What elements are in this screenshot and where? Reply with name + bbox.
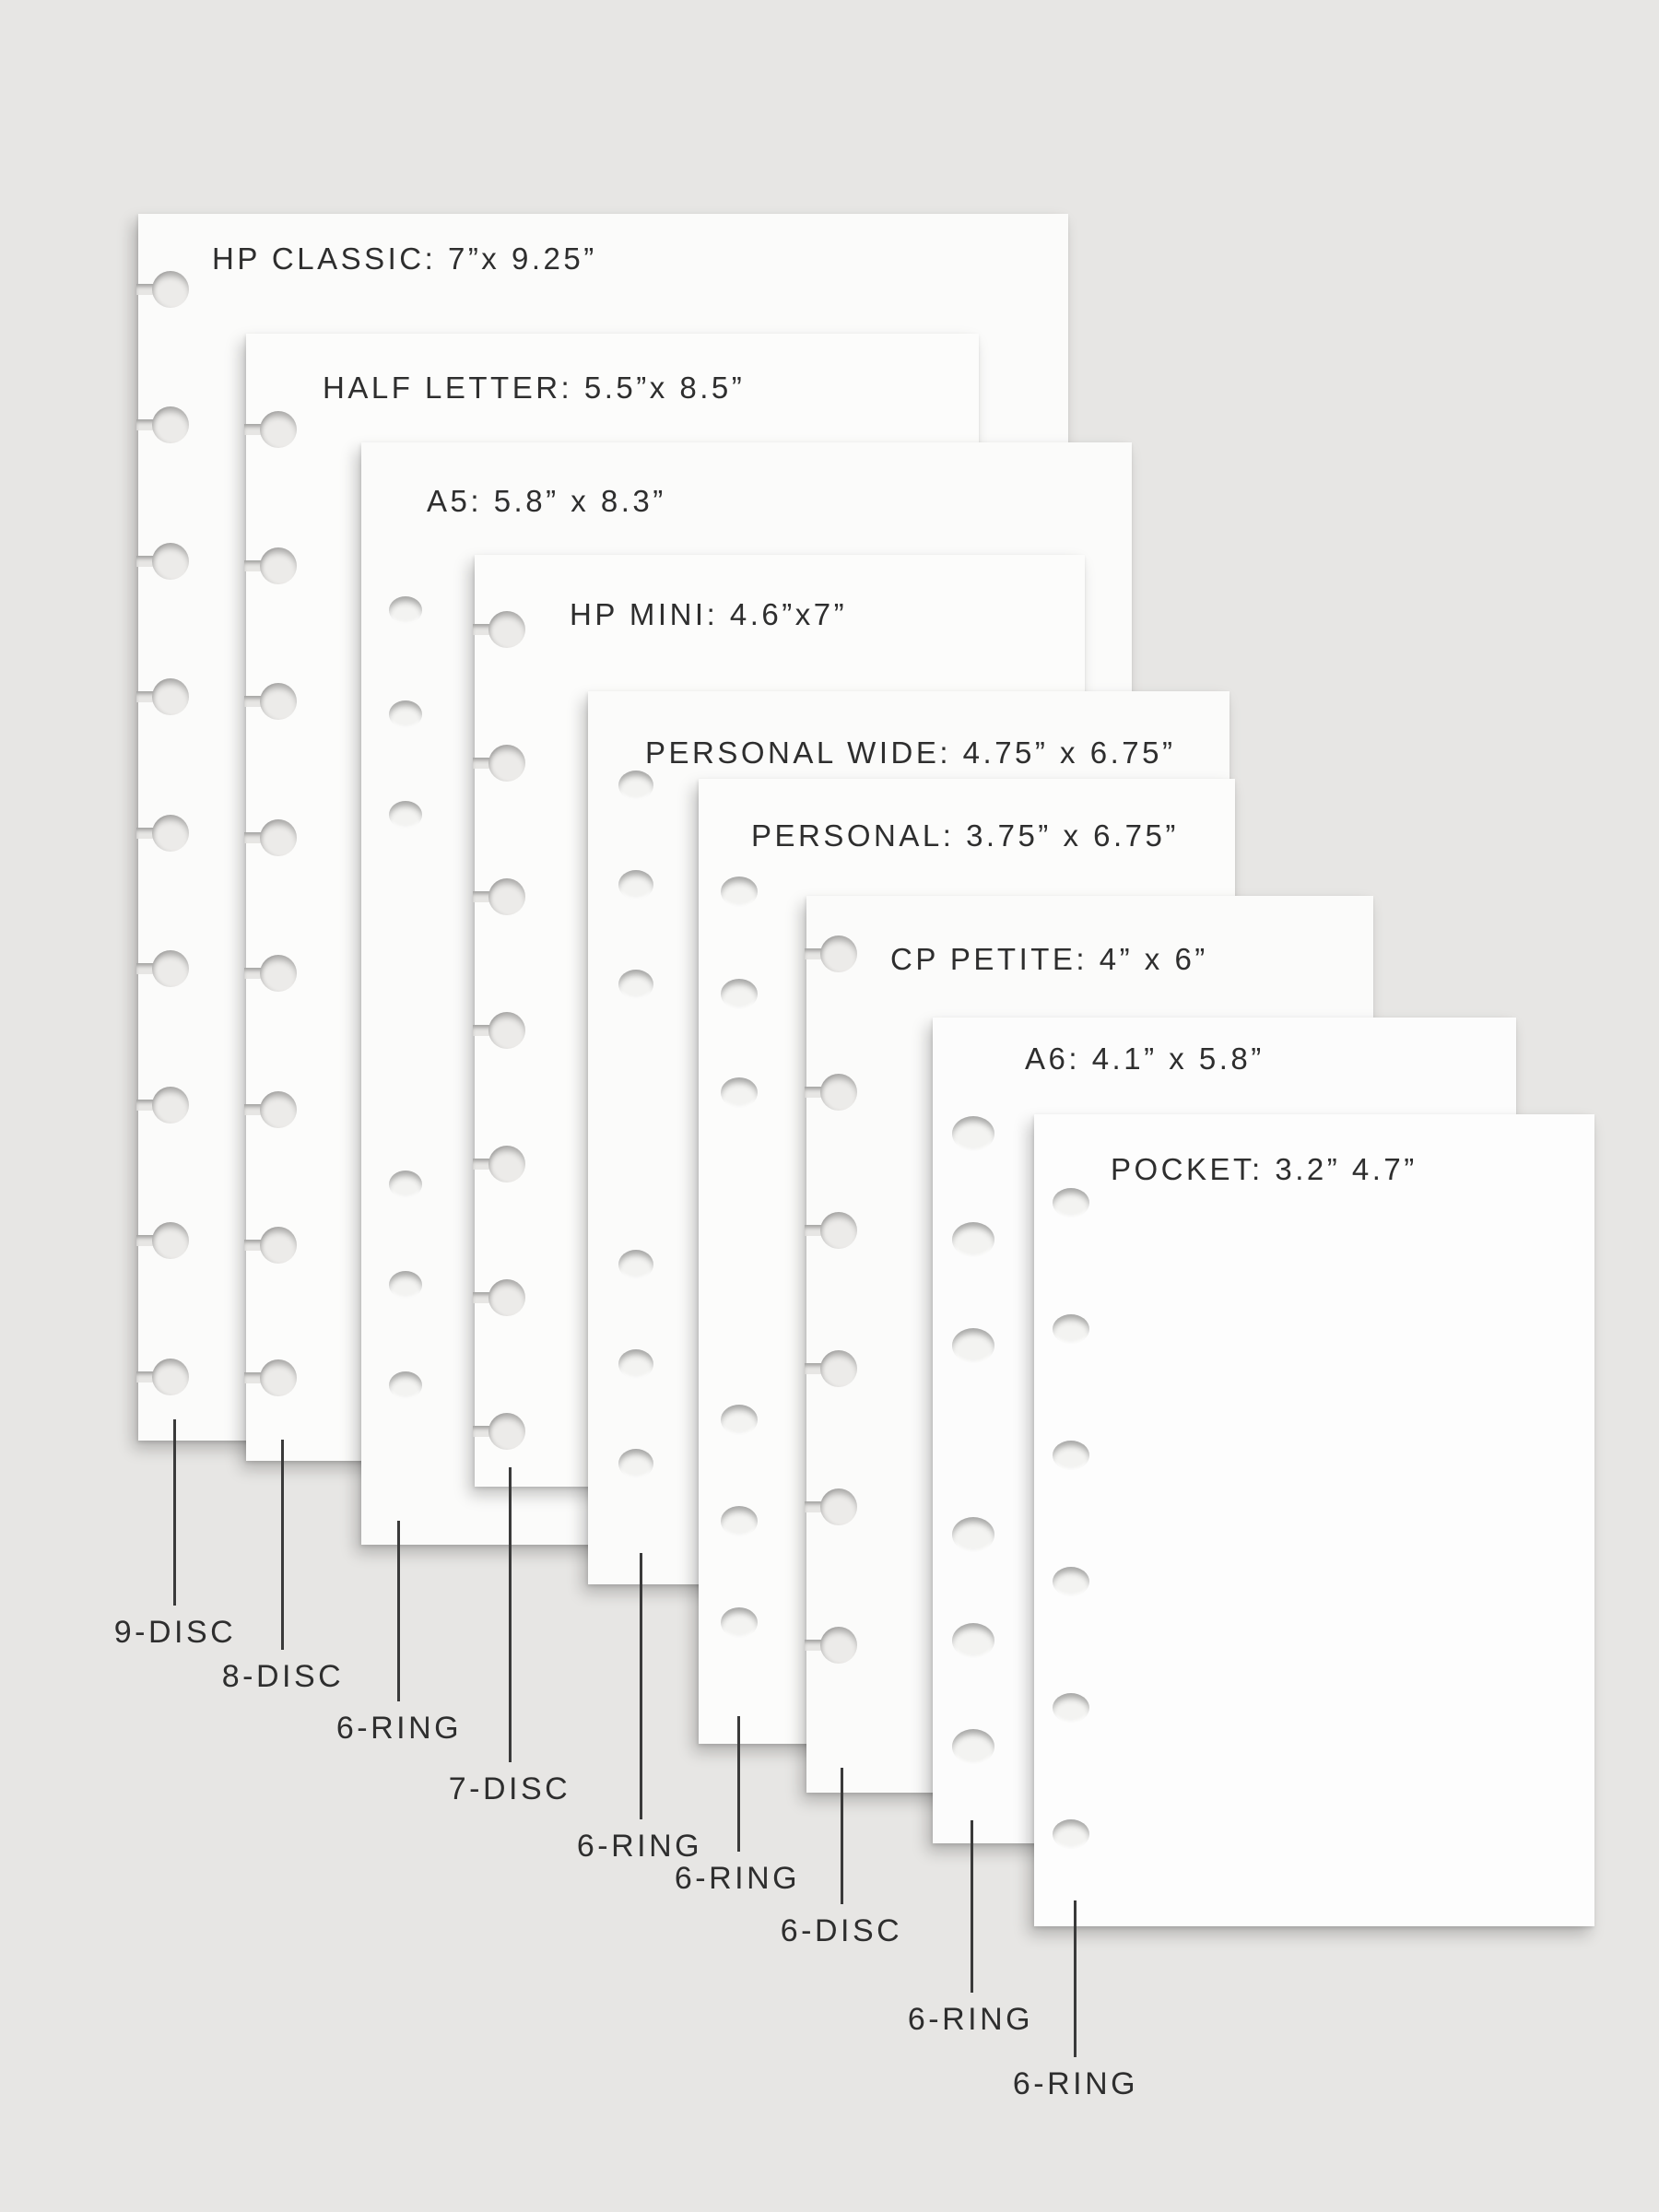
leader-line [509,1467,512,1762]
disc-notch-icon [473,1411,528,1452]
ring-hole-icon [618,771,653,800]
ring-hole-icon [1053,1567,1089,1596]
ring-hole-icon [1053,1188,1089,1218]
ring-hole-icon [721,1405,758,1435]
ring-hole-icon [952,1623,994,1658]
ring-hole-icon [1053,1314,1089,1344]
disc-notch-icon [473,743,528,783]
disc-notch-icon [244,1225,300,1265]
ring-hole-icon [952,1222,994,1257]
binding-label: 6-RING [1012,2066,1139,2101]
disc-notch-icon [805,934,860,974]
sheet-size-label: HP CLASSIC: 7”x 9.25” [212,241,597,276]
disc-notch-icon [136,948,192,989]
ring-hole-icon [389,1171,422,1198]
binding-label: 7-DISC [448,1771,571,1806]
binding-label: 6-RING [576,1829,703,1864]
sheet-size-label: POCKET: 3.2” 4.7” [1111,1152,1418,1186]
ring-hole-icon [389,700,422,728]
disc-notch-icon [244,546,300,586]
disc-notch-icon [136,269,192,310]
disc-notch-icon [244,818,300,858]
disc-notch-icon [136,813,192,853]
ring-hole-icon [1053,1693,1089,1723]
disc-notch-icon [805,1072,860,1112]
binding-label: 9-DISC [113,1615,237,1650]
binding-label: 6-DISC [780,1913,903,1948]
disc-notch-icon [244,681,300,722]
ring-hole-icon [618,1349,653,1379]
ring-hole-icon [618,970,653,999]
sheet-size-label: HALF LETTER: 5.5”x 8.5” [323,371,746,405]
sheet-size-label: A5: 5.8” x 8.3” [427,484,666,518]
disc-notch-icon [473,1277,528,1318]
ring-hole-icon [721,877,758,907]
leader-line [640,1553,642,1819]
ring-hole-icon [1053,1441,1089,1470]
ring-hole-icon [721,1607,758,1638]
disc-notch-icon [473,1144,528,1184]
disc-notch-icon [473,609,528,650]
disc-notch-icon [136,405,192,445]
sheet-size-label: CP PETITE: 4” x 6” [890,942,1208,976]
binding-label: 6-RING [335,1711,463,1746]
ring-hole-icon [618,1250,653,1279]
sheet-size-label: PERSONAL: 3.75” x 6.75” [751,818,1179,853]
ring-hole-icon [952,1517,994,1552]
leader-line [841,1768,843,1904]
leader-line [971,1820,973,1993]
binding-label: 6-RING [674,1861,801,1896]
ring-hole-icon [952,1729,994,1764]
disc-notch-icon [244,1358,300,1398]
ring-hole-icon [389,1271,422,1299]
ring-hole-icon [618,1449,653,1478]
disc-notch-icon [136,1357,192,1397]
binding-label: 6-RING [907,2002,1034,2037]
ring-hole-icon [721,1506,758,1536]
leader-line [1074,1900,1077,2057]
sheet-pocket [1034,1114,1594,1926]
ring-hole-icon [721,1077,758,1108]
leader-line [173,1419,176,1606]
disc-notch-icon [473,877,528,917]
leader-line [737,1716,740,1852]
disc-notch-icon [805,1487,860,1527]
ring-hole-icon [952,1116,994,1151]
leader-line [397,1521,400,1701]
binding-label: 8-DISC [221,1659,345,1694]
ring-hole-icon [721,979,758,1009]
disc-notch-icon [473,1010,528,1051]
disc-notch-icon [136,1085,192,1125]
sheet-size-label: HP MINI: 4.6”x7” [570,597,848,631]
ring-hole-icon [1053,1819,1089,1849]
ring-hole-icon [389,801,422,829]
ring-hole-icon [952,1328,994,1363]
disc-notch-icon [244,409,300,450]
ring-hole-icon [389,1371,422,1399]
leader-line [281,1440,284,1650]
sheet-size-label: PERSONAL WIDE: 4.75” x 6.75” [645,735,1176,770]
disc-notch-icon [805,1210,860,1251]
disc-notch-icon [136,677,192,717]
disc-notch-icon [805,1625,860,1665]
disc-notch-icon [244,953,300,994]
ring-hole-icon [618,870,653,900]
disc-notch-icon [136,1220,192,1261]
disc-notch-icon [136,541,192,582]
disc-notch-icon [244,1089,300,1130]
ring-hole-icon [389,596,422,624]
disc-notch-icon [805,1348,860,1389]
sheet-size-label: A6: 4.1” x 5.8” [1025,1041,1265,1076]
